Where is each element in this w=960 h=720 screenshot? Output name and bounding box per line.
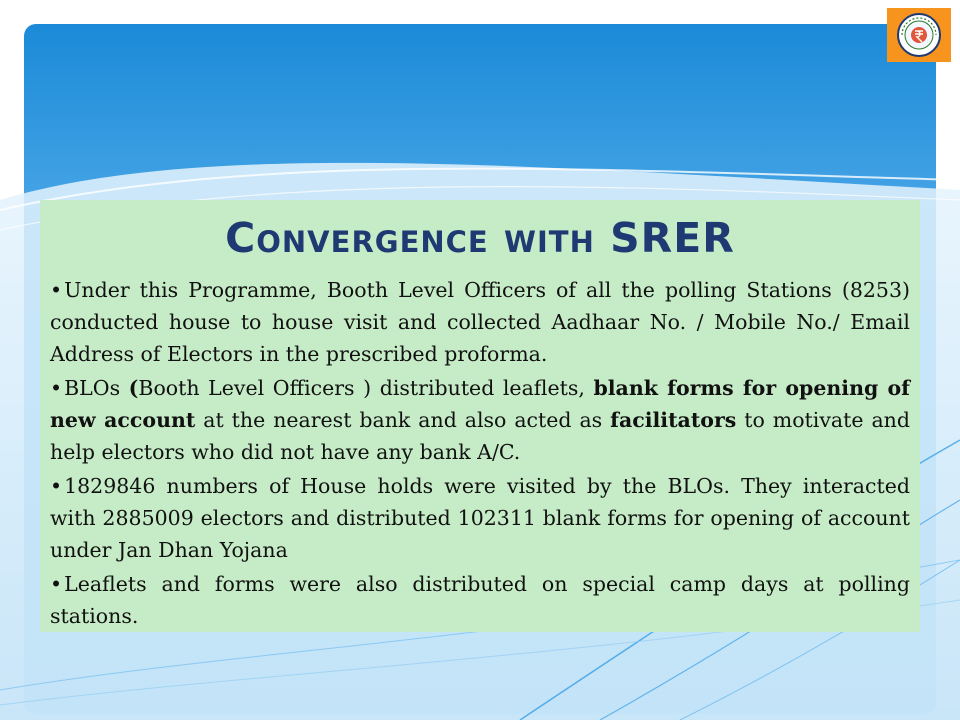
bullet-text-segment: blank forms for opening of new account — [50, 376, 910, 432]
jan-dhan-yojana-logo — [887, 8, 951, 62]
logo-emblem-icon — [894, 11, 944, 59]
bullet-text-segment: Booth Level Officers ) distributed leaflets, — [138, 376, 594, 400]
content-box — [40, 200, 920, 632]
bullet-text-segment: 1829846 numbers of House holds were visited by the BLOs. They interacted with 2885009 electors and distributed 102311 blank forms for opening of account under Jan Dhan Yojana — [50, 474, 910, 562]
bullet-item — [50, 470, 910, 566]
bullet-text-segment: Under this Programme, Booth Level Officers of all the polling Stations (8253) conducted house to house visit and collected Aadhaar No. / Mobile No./ Email Address of Electors in the prescribed proforma. — [50, 278, 910, 366]
bullet-dot-icon: • — [50, 278, 63, 302]
bullet-text-segment: at the nearest bank and also acted as — [195, 408, 611, 432]
bullet-text-segment: Leaflets and forms were also distributed on special camp days at polling stations. — [50, 572, 910, 628]
bullet-text-segment: ( — [128, 376, 139, 400]
bullet-text-segment: BLOs — [64, 376, 129, 400]
bullet-text-segment: to motivate and help electors who did not have any bank A/C. — [50, 408, 910, 464]
bullet-list — [50, 274, 910, 632]
bullet-item — [50, 372, 910, 468]
bullet-text-segment: facilitators — [610, 408, 737, 432]
bullet-item — [50, 274, 910, 370]
bullet-dot-icon: • — [50, 474, 63, 498]
bullet-dot-icon: • — [50, 376, 63, 400]
slide-title: Convergence with SRER — [225, 214, 735, 262]
bullet-item — [50, 568, 910, 632]
bullet-dot-icon: • — [50, 572, 63, 596]
